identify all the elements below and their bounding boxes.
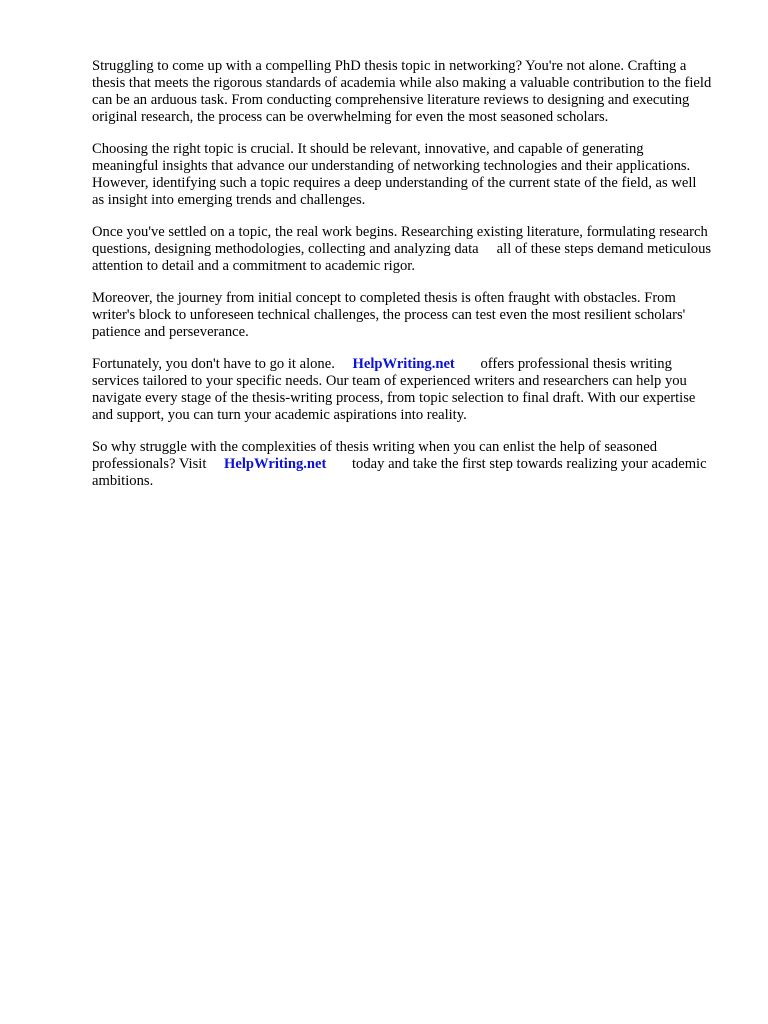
paragraph-obstacles-text: Moreover, the journey from initial concept to completed thesis is often fraught with obstacles. From writer's block to unforeseen technical challenges, the process can test even the most resilient scholars' patience and perseverance. <box>92 290 686 340</box>
document-body <box>92 58 712 505</box>
paragraph-intro <box>92 58 712 126</box>
helpwriting-link-2[interactable]: HelpWriting.net <box>224 456 327 472</box>
paragraph-topic <box>92 141 712 209</box>
paragraph-services <box>92 356 712 424</box>
paragraph-obstacles <box>92 290 712 341</box>
paragraph-closing-text-a: So why struggle with the complexities of thesis writing when you can enlist the help of seasoned professionals? Visit <box>92 439 658 472</box>
paragraph-closing <box>92 439 712 490</box>
paragraph-work <box>92 224 712 275</box>
paragraph-work-text-a: Once you've settled on a topic, the real work begins. Researching existing literature, formulating research questions, designing methodologies, collecting and analyzing data <box>92 224 708 257</box>
paragraph-intro-text: Struggling to come up with a compelling PhD thesis topic in networking? You're not alone. Crafting a thesis that meets the rigorous standards of academia while also making a valuable contribution to the field can be an arduous task. From conducting comprehensive literature reviews to designing and executing original research, the process can be overwhelming for even the most seasoned scholars. <box>92 58 712 125</box>
helpwriting-link-1[interactable]: HelpWriting.net <box>352 356 455 372</box>
paragraph-services-text-b: offers professional thesis writing services tailored to your specific needs. Our team of experienced writers and researchers can help you navigate every stage of the thesis-writing process, from topic selection to final draft. With our expertise and support, you can turn your academic aspirations into reality. <box>92 356 696 423</box>
paragraph-topic-text: Choosing the right topic is crucial. It should be relevant, innovative, and capable of generating meaningful insights that advance our understanding of networking technologies and their applications. However, identifying such a topic requires a deep understanding of the current state of the field, as well as insight into emerging trends and challenges. <box>92 141 697 208</box>
paragraph-services-text-a: Fortunately, you don't have to go it alone. <box>92 356 335 372</box>
paragraph-closing-text-b: today and take the first step towards realizing your academic ambitions. <box>92 456 707 489</box>
paragraph-work-text-b: all of these steps demand meticulous attention to detail and a commitment to academic rigor. <box>92 241 712 274</box>
